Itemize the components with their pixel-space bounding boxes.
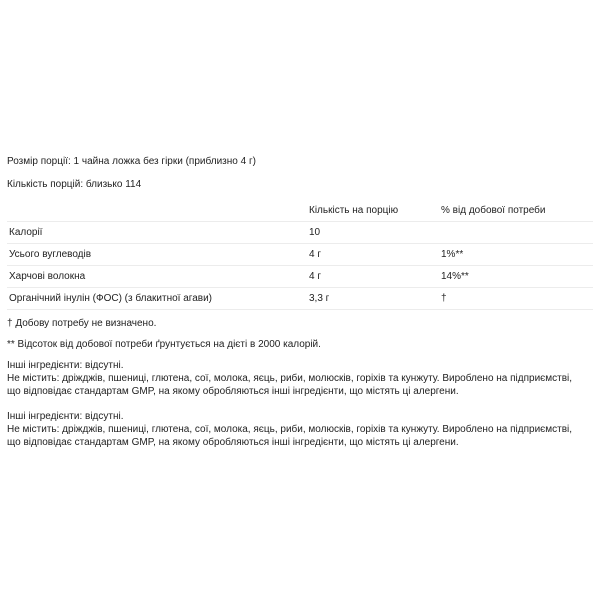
nutrient-amount: 4 г bbox=[309, 244, 441, 266]
ingredients-block bbox=[7, 359, 593, 398]
allergen-statement: Не містить: дріжджів, пшениці, глютена, сої, молока, яєць, риби, молюсків, горіхів та кунжуту. Вироблено на підприємстві, bbox=[7, 373, 573, 384]
allergen-statement-continued: що відповідає стандартам GMP, на якому обробляються інші інгредієнти, що містять ці алергени. bbox=[7, 386, 459, 397]
table-row bbox=[7, 266, 593, 288]
table-header-row bbox=[7, 200, 593, 222]
allergen-statement-continued: що відповідає стандартам GMP, на якому обробляються інші інгредієнти, що містять ці алергени. bbox=[7, 437, 459, 448]
serving-size: Розмір порції: 1 чайна ложка без гірки (приблизно 4 г) bbox=[7, 156, 256, 167]
servings-per-container: Кількість порцій: близько 114 bbox=[7, 179, 142, 190]
nutrient-daily-value: † bbox=[441, 288, 593, 310]
ingredients-block bbox=[7, 410, 593, 449]
nutrient-daily-value: 14%** bbox=[441, 266, 593, 288]
column-header-name bbox=[7, 200, 309, 222]
footnotes bbox=[7, 317, 593, 351]
nutrient-name: Органічний інулін (ФОС) (з блакитної агави) bbox=[7, 288, 309, 310]
nutrition-table bbox=[7, 200, 593, 310]
nutrient-amount: 3,3 г bbox=[309, 288, 441, 310]
nutrient-name: Харчові волокна bbox=[7, 266, 309, 288]
other-ingredients: Інші інгредієнти: відсутні. bbox=[7, 411, 124, 422]
table-row bbox=[7, 244, 593, 266]
supplement-facts bbox=[7, 155, 593, 449]
other-ingredients: Інші інгредієнти: відсутні. bbox=[7, 360, 124, 371]
table-row bbox=[7, 288, 593, 310]
column-header-amount: Кількість на порцію bbox=[309, 200, 441, 222]
nutrient-amount: 4 г bbox=[309, 266, 441, 288]
column-header-daily-value: % від добової потреби bbox=[441, 200, 593, 222]
footnote-dagger: † Добову потребу не визначено. bbox=[7, 318, 157, 329]
footnote-daily-value: ** Відсоток від добової потреби ґрунтується на дієті в 2000 калорій. bbox=[7, 339, 321, 350]
table-row bbox=[7, 222, 593, 244]
nutrient-daily-value: 1%** bbox=[441, 244, 593, 266]
nutrient-amount: 10 bbox=[309, 222, 441, 244]
nutrient-daily-value bbox=[441, 222, 593, 244]
nutrient-name: Калорії bbox=[7, 222, 309, 244]
allergen-statement: Не містить: дріжджів, пшениці, глютена, сої, молока, яєць, риби, молюсків, горіхів та кунжуту. Вироблено на підприємстві, bbox=[7, 424, 573, 435]
nutrient-name: Усього вуглеводів bbox=[7, 244, 309, 266]
